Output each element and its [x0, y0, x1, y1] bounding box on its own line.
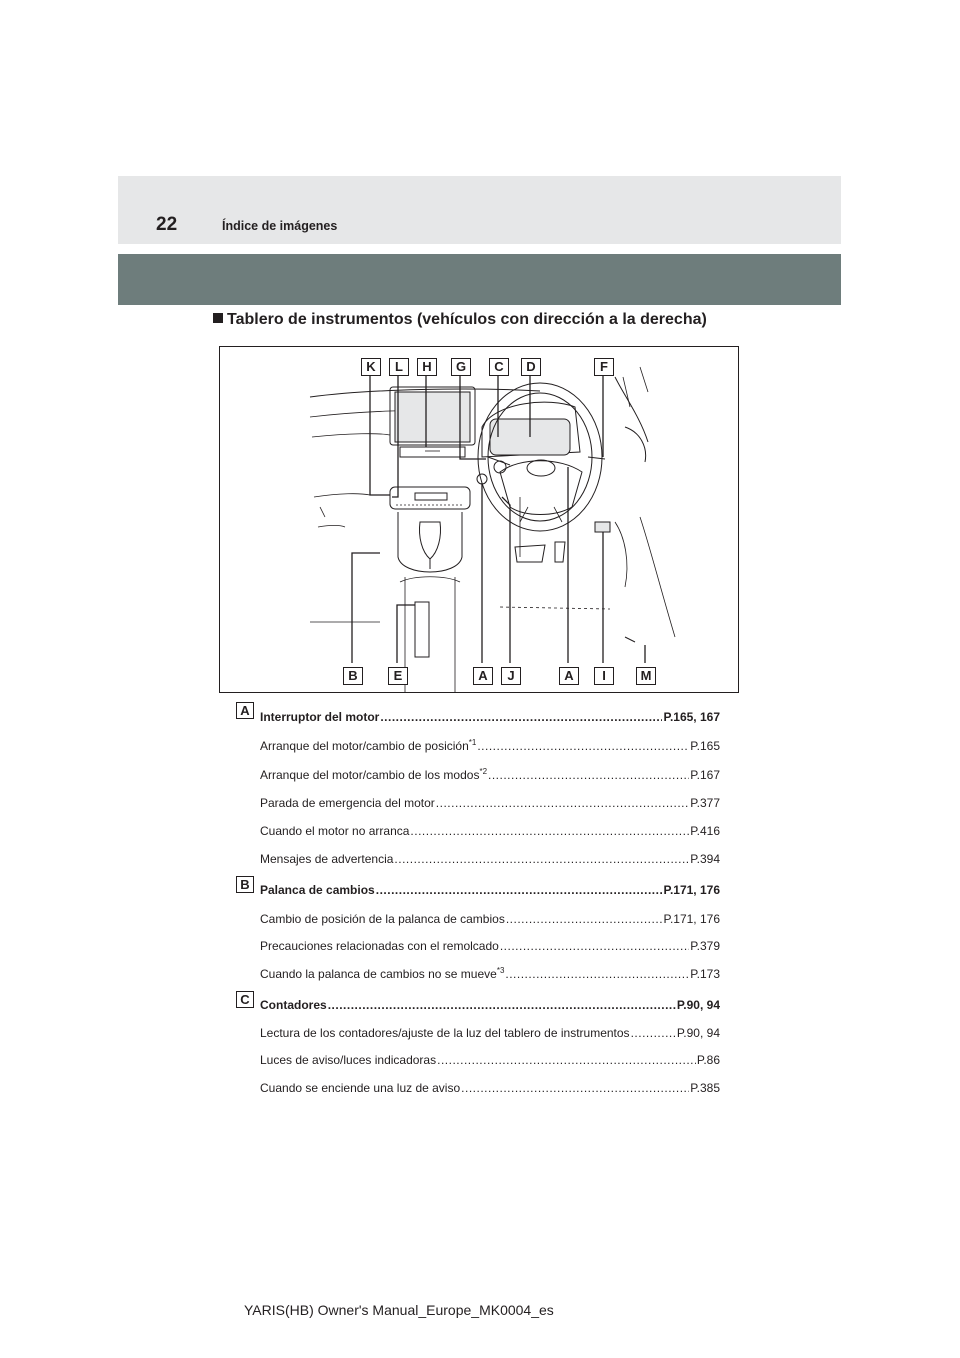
callout-h: H — [417, 358, 437, 376]
callout-m: M — [636, 667, 656, 685]
entry-c-item: Cuando se enciende una luz de aviso ..... P.385 — [260, 1081, 720, 1095]
callout-a-left: A — [473, 667, 493, 685]
entry-a-title-row: Interruptor del motor ..... P.165, 167 — [260, 710, 720, 724]
entry-a-item: Parada de emergencia del motor ..... P.377 — [260, 796, 720, 810]
dashboard-drawing — [220, 347, 738, 692]
entry-c-item: Lectura de los contadores/ajuste de la luz del tablero de instrumentos ..... P.90, 94 — [260, 1026, 720, 1040]
page-number: 22 — [156, 214, 178, 235]
entry-b-title-row: Palanca de cambios ..... P.171, 176 — [260, 883, 720, 897]
callout-f: F — [594, 358, 614, 376]
entry-a-item: Cuando el motor no arranca ..... P.416 — [260, 824, 720, 838]
entry-b-item: Precauciones relacionadas con el remolcado ..... P.379 — [260, 939, 720, 953]
callout-j: J — [501, 667, 521, 685]
section-band — [118, 254, 841, 305]
entry-b-item: Cuando la palanca de cambios no se mueve$^{*3}$ ..... P.173 — [260, 967, 720, 981]
callout-d: D — [521, 358, 541, 376]
dashboard-illustration — [219, 346, 739, 693]
entry-letter-b: B — [236, 876, 254, 893]
callout-c: C — [489, 358, 509, 376]
entry-letter-a: A — [236, 702, 254, 719]
header-band — [118, 176, 841, 244]
callout-e: E — [388, 667, 408, 685]
entry-c-item: Luces de aviso/luces indicadoras ..... P.86 — [260, 1053, 720, 1067]
header-title: Índice de imágenes — [222, 219, 338, 233]
section-title — [213, 311, 707, 329]
callout-l: L — [389, 358, 409, 376]
callout-b: B — [343, 667, 363, 685]
entry-a-item: Mensajes de advertencia ..... P.394 — [260, 852, 720, 866]
callout-a-right: A — [559, 667, 579, 685]
callout-k: K — [361, 358, 381, 376]
callout-g: G — [451, 358, 471, 376]
entry-a-item: Arranque del motor/cambio de los modos$^{*2}$ ..... P.167 — [260, 768, 720, 782]
footer-manual-id: YARIS(HB) Owner's Manual_Europe_MK0004_es — [244, 1302, 554, 1318]
section-title-text: Tablero de instrumentos (vehículos con dirección a la derecha) — [227, 311, 707, 328]
entry-letter-c: C — [236, 991, 254, 1008]
square-bullet-icon — [213, 313, 223, 323]
entry-a-item: Arranque del motor/cambio de posición$^{*1}$ ..... P.165 — [260, 739, 720, 753]
entry-c-title-row: Contadores ..... P.90, 94 — [260, 998, 720, 1012]
entry-b-item: Cambio de posición de la palanca de cambios ..... P.171, 176 — [260, 912, 720, 926]
callout-i: I — [594, 667, 614, 685]
